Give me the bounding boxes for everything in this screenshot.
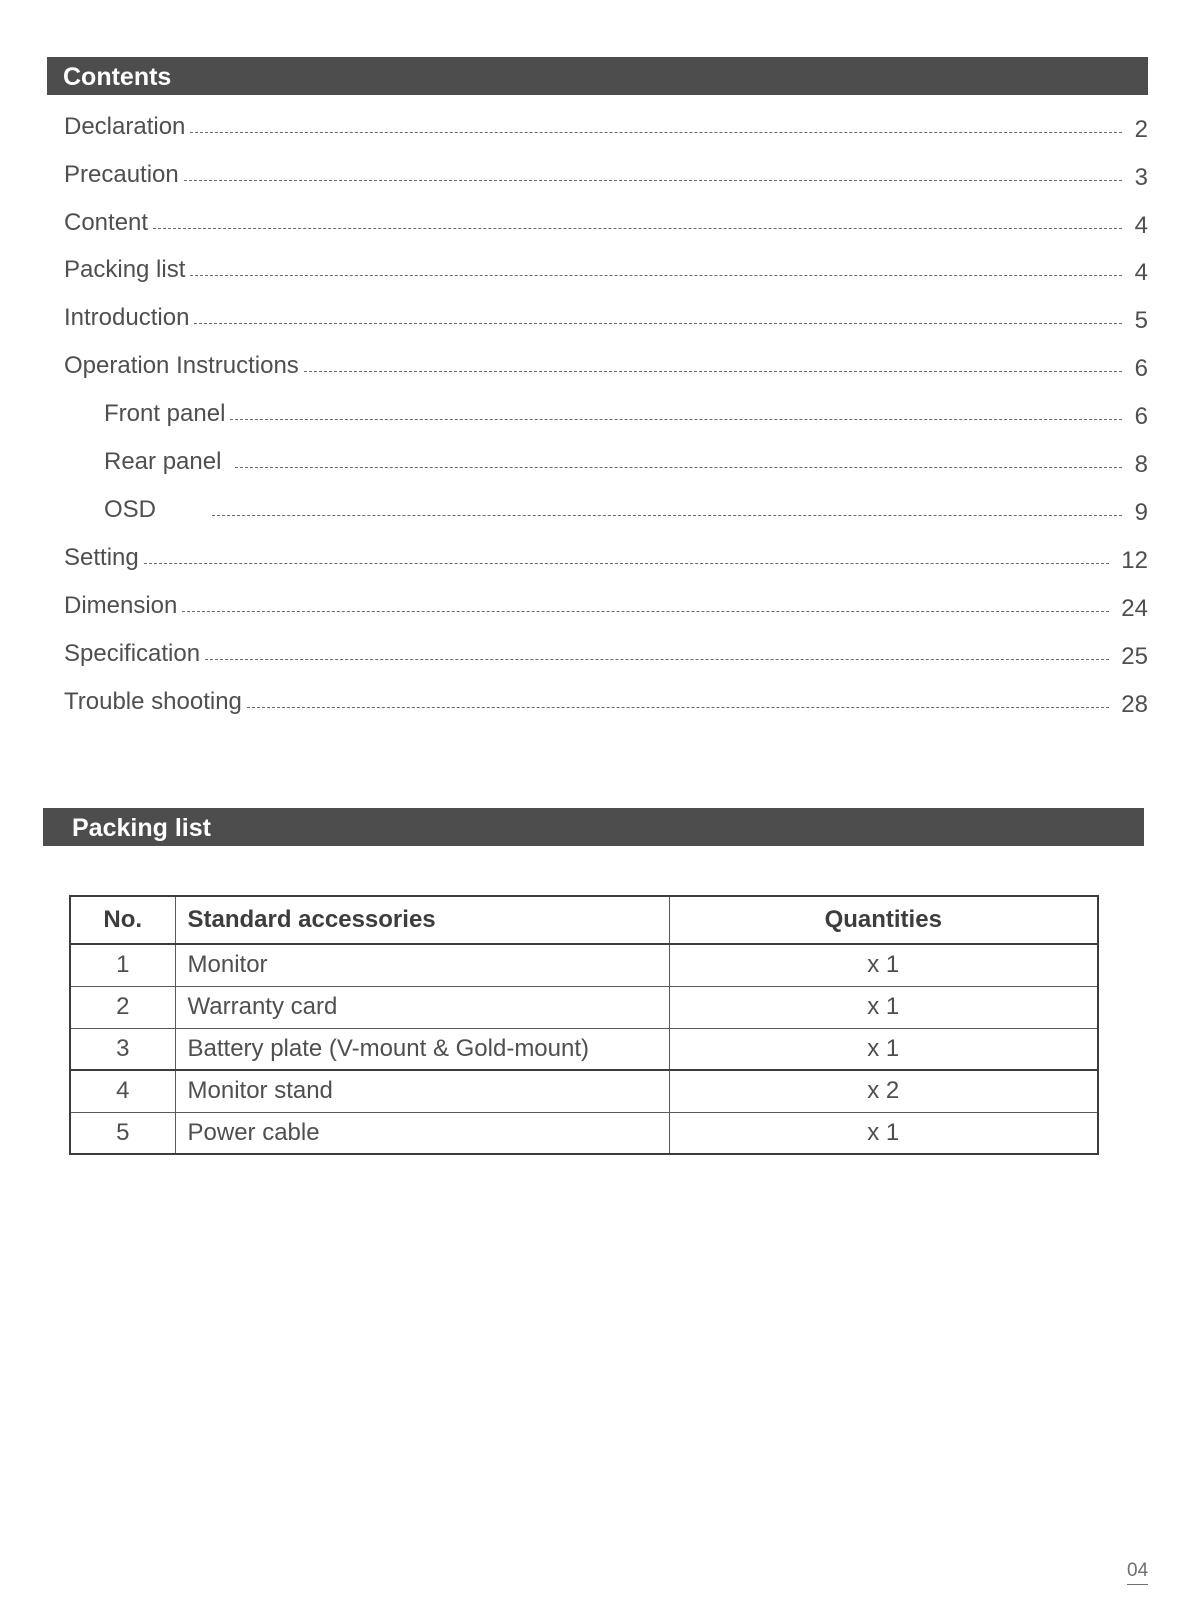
cell-item: Power cable [175,1112,669,1154]
toc-entry-title: Trouble shooting [64,688,242,715]
toc-leader-dots [194,323,1122,324]
contents-heading: Contents [47,57,1148,95]
toc-entry-setting[interactable] [64,538,1148,572]
toc-leader-dots [182,611,1109,612]
toc-leader-dots [304,371,1122,372]
toc-leader-dots [190,132,1122,133]
toc-entry-trouble-shooting[interactable] [64,682,1148,716]
toc-entry-title: Operation Instructions [64,352,299,379]
cell-item: Monitor stand [175,1070,669,1112]
toc-entry-declaration[interactable] [64,107,1148,141]
toc-leader-dots [235,467,1122,468]
cell-no: 3 [70,1028,175,1070]
toc-entry-page: 12 [1121,547,1148,574]
toc-entry-title: Declaration [64,113,186,140]
toc-entry-page: 4 [1134,212,1148,239]
cell-qty: x 1 [669,1112,1098,1154]
toc-entry-title: Introduction [64,304,190,331]
toc-entry-page: 8 [1134,451,1148,478]
cell-qty: x 2 [669,1070,1098,1112]
toc-entry-page: 24 [1121,595,1148,622]
toc-entry-page: 6 [1134,403,1148,430]
toc-leader-dots [247,707,1109,708]
toc-entry-title: OSD [104,496,157,523]
toc-entry-page: 2 [1134,116,1148,143]
toc-entry-page: 4 [1134,259,1148,286]
toc-leader-dots [144,563,1110,564]
table-row [70,1112,1098,1154]
toc-entry-title: Precaution [64,161,179,188]
cell-item: Warranty card [175,986,669,1028]
cell-qty: x 1 [669,986,1098,1028]
cell-qty: x 1 [669,1028,1098,1070]
column-header-quantities: Quantities [669,896,1098,944]
cell-qty: x 1 [669,944,1098,986]
toc-entry-title: Rear panel [104,448,222,475]
toc-leader-dots [212,515,1122,516]
toc-entry-page: 6 [1134,355,1148,382]
toc-entry-title: Packing list [64,256,186,283]
toc-entry-page: 3 [1134,164,1148,191]
toc-entry-rear-panel[interactable] [104,442,1148,476]
toc-entry-specification[interactable] [64,634,1148,668]
column-header-accessories: Standard accessories [175,896,669,944]
cell-no: 2 [70,986,175,1028]
table-row [70,944,1098,986]
toc-entry-title: Setting [64,544,139,571]
toc-entry-dimension[interactable] [64,586,1148,620]
packing-list-table [69,895,1099,1155]
toc-entry-operation-instructions[interactable] [64,346,1148,380]
toc-entry-front-panel[interactable] [104,394,1148,428]
toc-entry-title: Front panel [104,400,226,427]
toc-entry-osd[interactable] [104,490,1148,524]
table-row [70,1028,1098,1070]
table-row [70,986,1098,1028]
cell-no: 4 [70,1070,175,1112]
toc-entry-packing-list[interactable] [64,250,1148,284]
packing-list-heading: Packing list [43,808,1144,846]
toc-leader-dots [190,275,1122,276]
toc-leader-dots [184,180,1122,181]
toc-leader-dots [205,659,1109,660]
toc-entry-page: 28 [1121,691,1148,718]
table-row [70,1070,1098,1112]
cell-no: 1 [70,944,175,986]
toc-entry-title: Dimension [64,592,178,619]
table-header-row [70,896,1098,944]
toc-entry-page: 5 [1134,307,1148,334]
toc-leader-dots [153,228,1122,229]
toc-leader-dots [230,419,1122,420]
toc-entry-title: Content [64,209,149,236]
toc-entry-content[interactable] [64,203,1148,237]
column-header-no: No. [70,896,175,944]
cell-no: 5 [70,1112,175,1154]
page-number: 04 [1127,1560,1148,1585]
toc-entry-introduction[interactable] [64,298,1148,332]
toc-entry-page: 25 [1121,643,1148,670]
toc-entry-page: 9 [1134,499,1148,526]
cell-item: Monitor [175,944,669,986]
cell-item: Battery plate (V-mount & Gold-mount) [175,1028,669,1070]
toc-entry-title: Specification [64,640,201,667]
toc-entry-precaution[interactable] [64,155,1148,189]
